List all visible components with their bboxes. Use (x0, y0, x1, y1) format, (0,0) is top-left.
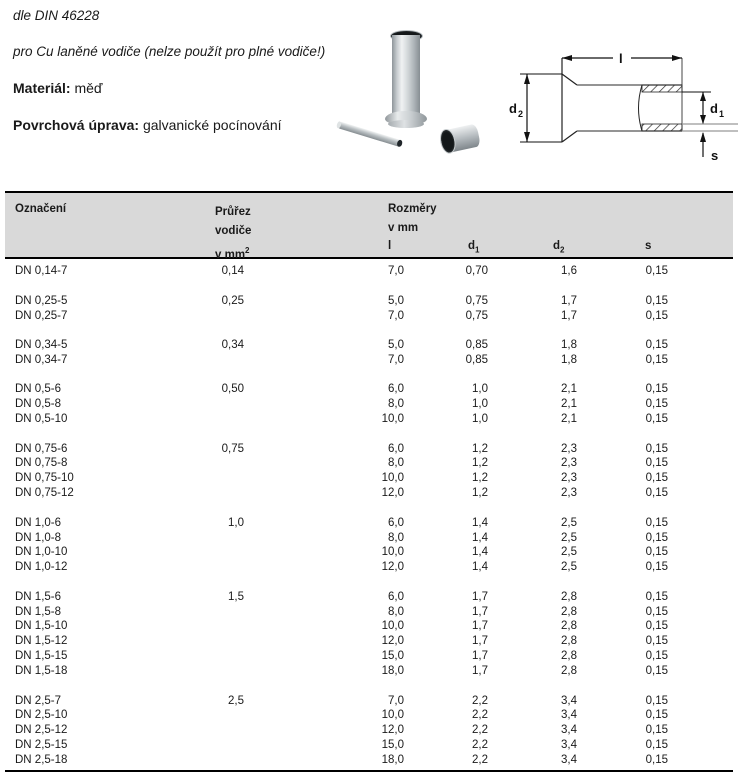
table-row (5, 308, 733, 323)
cell-d1: 1,0 (472, 398, 488, 411)
cell-d1: 1,2 (472, 442, 488, 455)
header-designation: Označení (15, 203, 67, 215)
cell-cross-section: 0,25 (221, 294, 244, 307)
table-row (5, 545, 733, 560)
cell-l: 10,0 (381, 620, 404, 633)
cell-l: 6,0 (388, 442, 404, 455)
cell-d1: 0,85 (465, 354, 488, 366)
cell-designation: DN 0,5-8 (15, 398, 62, 411)
cell-d2: 3,4 (561, 739, 577, 752)
cell-designation: DN 1,5-8 (15, 605, 62, 618)
cell-designation: DN 1,5-12 (15, 635, 68, 648)
dim-label-d1-index: 1 (719, 109, 725, 119)
cell-d1: 1,0 (472, 383, 488, 396)
dimensions-table (5, 191, 733, 772)
cell-d2: 1,7 (561, 294, 577, 307)
table-row (5, 589, 733, 604)
ferrule-thin-cap-icon (336, 121, 342, 129)
table-row (5, 382, 733, 397)
cell-designation: DN 0,75-12 (15, 487, 74, 500)
material-value: měď (70, 80, 103, 96)
table-group (5, 382, 733, 427)
table-row (5, 515, 733, 530)
cell-l: 5,0 (388, 294, 404, 307)
table-row (5, 693, 733, 708)
cell-l: 6,0 (388, 383, 404, 396)
cell-designation: DN 1,5-18 (15, 665, 68, 678)
cell-cross-section: 0,75 (221, 442, 244, 455)
table-row (5, 338, 733, 353)
cell-cross-section: 1,5 (228, 590, 244, 603)
header-cross-unit: v $mm^2$ (215, 246, 250, 261)
cell-l: 8,0 (388, 398, 404, 411)
cell-d1: 0,75 (465, 309, 488, 322)
cell-s: 0,15 (645, 635, 668, 648)
cell-l: 15,0 (381, 650, 404, 663)
cell-l: 6,0 (388, 590, 404, 603)
cell-cross-section: 0,14 (221, 265, 244, 278)
table-body (5, 259, 733, 768)
header-sub-l: l (388, 240, 392, 252)
cell-designation: DN 0,25-5 (15, 294, 68, 307)
cell-designation: DN 0,75-6 (15, 442, 68, 455)
cell-d1: 1,7 (472, 635, 488, 648)
dimension-drawing (505, 25, 738, 175)
cell-s: 0,15 (645, 472, 668, 485)
cell-designation: DN 0,34-7 (15, 354, 68, 366)
table-group (5, 264, 733, 279)
cell-s: 0,15 (645, 605, 668, 618)
norm-reference: dle DIN 46228 (13, 8, 100, 23)
cell-l: 7,0 (388, 265, 404, 278)
table-row (5, 723, 733, 738)
cell-designation: DN 1,0-8 (15, 531, 62, 544)
cell-d1: 0,75 (465, 294, 488, 307)
cell-s: 0,15 (645, 724, 668, 737)
header-dimensions: Rozměry (388, 203, 437, 215)
material-label: Materiál: (13, 80, 71, 96)
table-row (5, 560, 733, 575)
cell-l: 18,0 (381, 754, 404, 767)
table-row (5, 456, 733, 471)
cell-d2: 3,4 (561, 724, 577, 737)
table-row (5, 530, 733, 545)
cell-s: 0,15 (645, 383, 668, 396)
cell-cross-section: 1,0 (228, 516, 244, 529)
cell-d1: 1,7 (472, 590, 488, 603)
cell-d1: 1,4 (472, 561, 488, 574)
header-sub-d1: $d_1$ (468, 240, 480, 255)
usage-note: pro Cu laněné vodiče (nelze použít pro plné vodiče!) (13, 44, 326, 59)
cell-s: 0,15 (645, 294, 668, 307)
cell-l: 6,0 (388, 516, 404, 529)
table-group (5, 293, 733, 323)
cell-d1: 2,2 (472, 754, 488, 767)
cell-designation: DN 1,5-10 (15, 620, 68, 633)
table-row (5, 293, 733, 308)
cell-cross-section: 0,34 (221, 339, 244, 352)
cell-d2: 2,3 (561, 442, 577, 455)
cell-s: 0,15 (645, 487, 668, 500)
dim-label-d2-index: 2 (518, 109, 524, 119)
cell-l: 7,0 (388, 309, 404, 322)
cell-s: 0,15 (645, 531, 668, 544)
cell-l: 8,0 (388, 605, 404, 618)
header-cross-line2: vodiče (215, 225, 252, 237)
table-row (5, 619, 733, 634)
table-row (5, 353, 733, 368)
cell-s: 0,15 (645, 561, 668, 574)
cell-designation: DN 1,0-10 (15, 546, 68, 559)
cell-s: 0,15 (645, 709, 668, 722)
cell-designation: DN 1,0-6 (15, 516, 62, 529)
cell-s: 0,15 (645, 739, 668, 752)
ferrule-large-icon (392, 35, 420, 115)
table-group (5, 441, 733, 501)
cell-d2: 2,8 (561, 590, 577, 603)
cell-d1: 2,2 (472, 724, 488, 737)
cell-designation: DN 0,5-6 (15, 383, 62, 396)
cell-d2: 2,5 (561, 561, 577, 574)
dim-label-d1: d (710, 101, 718, 116)
cell-d2: 3,4 (561, 754, 577, 767)
cell-designation: DN 2,5-7 (15, 694, 62, 707)
table-row (5, 441, 733, 456)
cell-designation: DN 2,5-15 (15, 739, 68, 752)
material-line (13, 80, 103, 96)
cell-d2: 2,3 (561, 487, 577, 500)
cell-s: 0,15 (645, 309, 668, 322)
cell-cross-section: 0,50 (221, 383, 244, 396)
cell-d2: 3,4 (561, 709, 577, 722)
cell-designation: DN 0,34-5 (15, 339, 68, 352)
cell-cross-section: 2,5 (228, 694, 244, 707)
cell-l: 18,0 (381, 665, 404, 678)
cell-s: 0,15 (645, 339, 668, 352)
table-group (5, 338, 733, 368)
cell-l: 7,0 (388, 354, 404, 366)
cell-designation: DN 2,5-18 (15, 754, 68, 767)
header-cross-section (215, 203, 251, 265)
cell-d2: 2,8 (561, 620, 577, 633)
table-row (5, 412, 733, 427)
cell-designation: DN 0,14-7 (15, 265, 68, 278)
cell-d1: 1,0 (472, 413, 488, 426)
header-sub-d2: $d_2$ (553, 240, 565, 255)
cell-l: 8,0 (388, 531, 404, 544)
table-row (5, 471, 733, 486)
cell-s: 0,15 (645, 754, 668, 767)
cell-d2: 1,8 (561, 339, 577, 352)
table-row (5, 649, 733, 664)
cell-d1: 1,7 (472, 650, 488, 663)
table-header (5, 193, 733, 261)
ferrule-small-opening-icon (438, 128, 458, 156)
cell-l: 10,0 (381, 709, 404, 722)
table-row (5, 397, 733, 412)
cell-d2: 2,8 (561, 650, 577, 663)
cell-d1: 1,2 (472, 457, 488, 470)
dimension-drawing-svg (505, 25, 738, 175)
cell-s: 0,15 (645, 413, 668, 426)
cell-d1: 2,2 (472, 709, 488, 722)
table-row (5, 634, 733, 649)
cell-l: 10,0 (381, 546, 404, 559)
surface-label: Povrchová úprava: (13, 117, 140, 133)
cell-l: 10,0 (381, 413, 404, 426)
dim-label-s: s (711, 148, 719, 163)
table-group (5, 693, 733, 767)
cell-s: 0,15 (645, 650, 668, 663)
header-sub-s: s (645, 240, 652, 252)
cell-d2: 1,8 (561, 354, 577, 366)
cell-d1: 1,4 (472, 516, 488, 529)
ferrule-small-icon (441, 124, 481, 154)
cell-s: 0,15 (645, 398, 668, 411)
cell-designation: DN 0,75-10 (15, 472, 74, 485)
cell-designation: DN 2,5-10 (15, 709, 68, 722)
cell-d1: 1,2 (472, 487, 488, 500)
cell-s: 0,15 (645, 590, 668, 603)
cell-d1: 1,2 (472, 472, 488, 485)
cell-s: 0,15 (645, 546, 668, 559)
cell-d1: 0,85 (465, 339, 488, 352)
cell-s: 0,15 (645, 516, 668, 529)
cell-d2: 3,4 (561, 694, 577, 707)
cell-d2: 2,5 (561, 516, 577, 529)
cell-d1: 1,4 (472, 531, 488, 544)
table-row (5, 664, 733, 679)
cell-l: 5,0 (388, 339, 404, 352)
cell-s: 0,15 (645, 457, 668, 470)
table-group (5, 589, 733, 678)
cell-l: 12,0 (381, 724, 404, 737)
cell-s: 0,15 (645, 354, 668, 366)
cell-l: 8,0 (388, 457, 404, 470)
cell-d2: 2,1 (561, 413, 577, 426)
ferrule-thin-opening-icon (396, 139, 403, 147)
cell-d2: 2,8 (561, 665, 577, 678)
cell-l: 15,0 (381, 739, 404, 752)
ferrule-large-base-icon (388, 120, 424, 128)
cell-d1: 2,2 (472, 694, 488, 707)
table-row (5, 738, 733, 753)
cell-designation: DN 1,5-15 (15, 650, 68, 663)
cell-designation: DN 0,25-7 (15, 309, 68, 322)
cell-l: 10,0 (381, 472, 404, 485)
cell-d1: 1,7 (472, 665, 488, 678)
table-group (5, 515, 733, 575)
table-row (5, 708, 733, 723)
cell-s: 0,15 (645, 265, 668, 278)
cell-d2: 2,8 (561, 635, 577, 648)
cell-d2: 2,5 (561, 531, 577, 544)
cell-s: 0,15 (645, 694, 668, 707)
dim-label-d2: d (509, 101, 517, 116)
cell-d1: 2,2 (472, 739, 488, 752)
table-row (5, 604, 733, 619)
cell-d2: 2,5 (561, 546, 577, 559)
cell-l: 12,0 (381, 487, 404, 500)
cell-d1: 1,4 (472, 546, 488, 559)
cell-designation: DN 1,0-12 (15, 561, 68, 574)
cell-d2: 2,3 (561, 457, 577, 470)
table-row (5, 486, 733, 501)
cell-l: 7,0 (388, 694, 404, 707)
cell-s: 0,15 (645, 620, 668, 633)
cell-d2: 2,1 (561, 383, 577, 396)
header-dimensions-unit: v mm (388, 222, 419, 234)
cell-d2: 2,8 (561, 605, 577, 618)
cell-d1: 1,7 (472, 620, 488, 633)
cell-s: 0,15 (645, 442, 668, 455)
header-cross-line1: Průřez (215, 206, 251, 218)
dim-label-l: l (619, 51, 623, 66)
cell-d1: 1,7 (472, 605, 488, 618)
cell-d1: 0,70 (465, 265, 488, 278)
cell-designation: DN 0,75-8 (15, 457, 68, 470)
cell-d2: 1,7 (561, 309, 577, 322)
cell-designation: DN 1,5-6 (15, 590, 62, 603)
cell-s: 0,15 (645, 665, 668, 678)
surface-line (13, 117, 282, 133)
cell-d2: 1,6 (561, 265, 577, 278)
cell-d2: 2,1 (561, 398, 577, 411)
table-row (5, 753, 733, 768)
cell-d2: 2,3 (561, 472, 577, 485)
surface-value: galvanické pocínování (139, 117, 282, 133)
table-row (5, 264, 733, 279)
cell-designation: DN 2,5-12 (15, 724, 68, 737)
product-photo (330, 5, 502, 173)
cell-designation: DN 0,5-10 (15, 413, 68, 426)
cell-l: 12,0 (381, 635, 404, 648)
cell-l: 12,0 (381, 561, 404, 574)
table-rule-bottom (5, 770, 733, 772)
